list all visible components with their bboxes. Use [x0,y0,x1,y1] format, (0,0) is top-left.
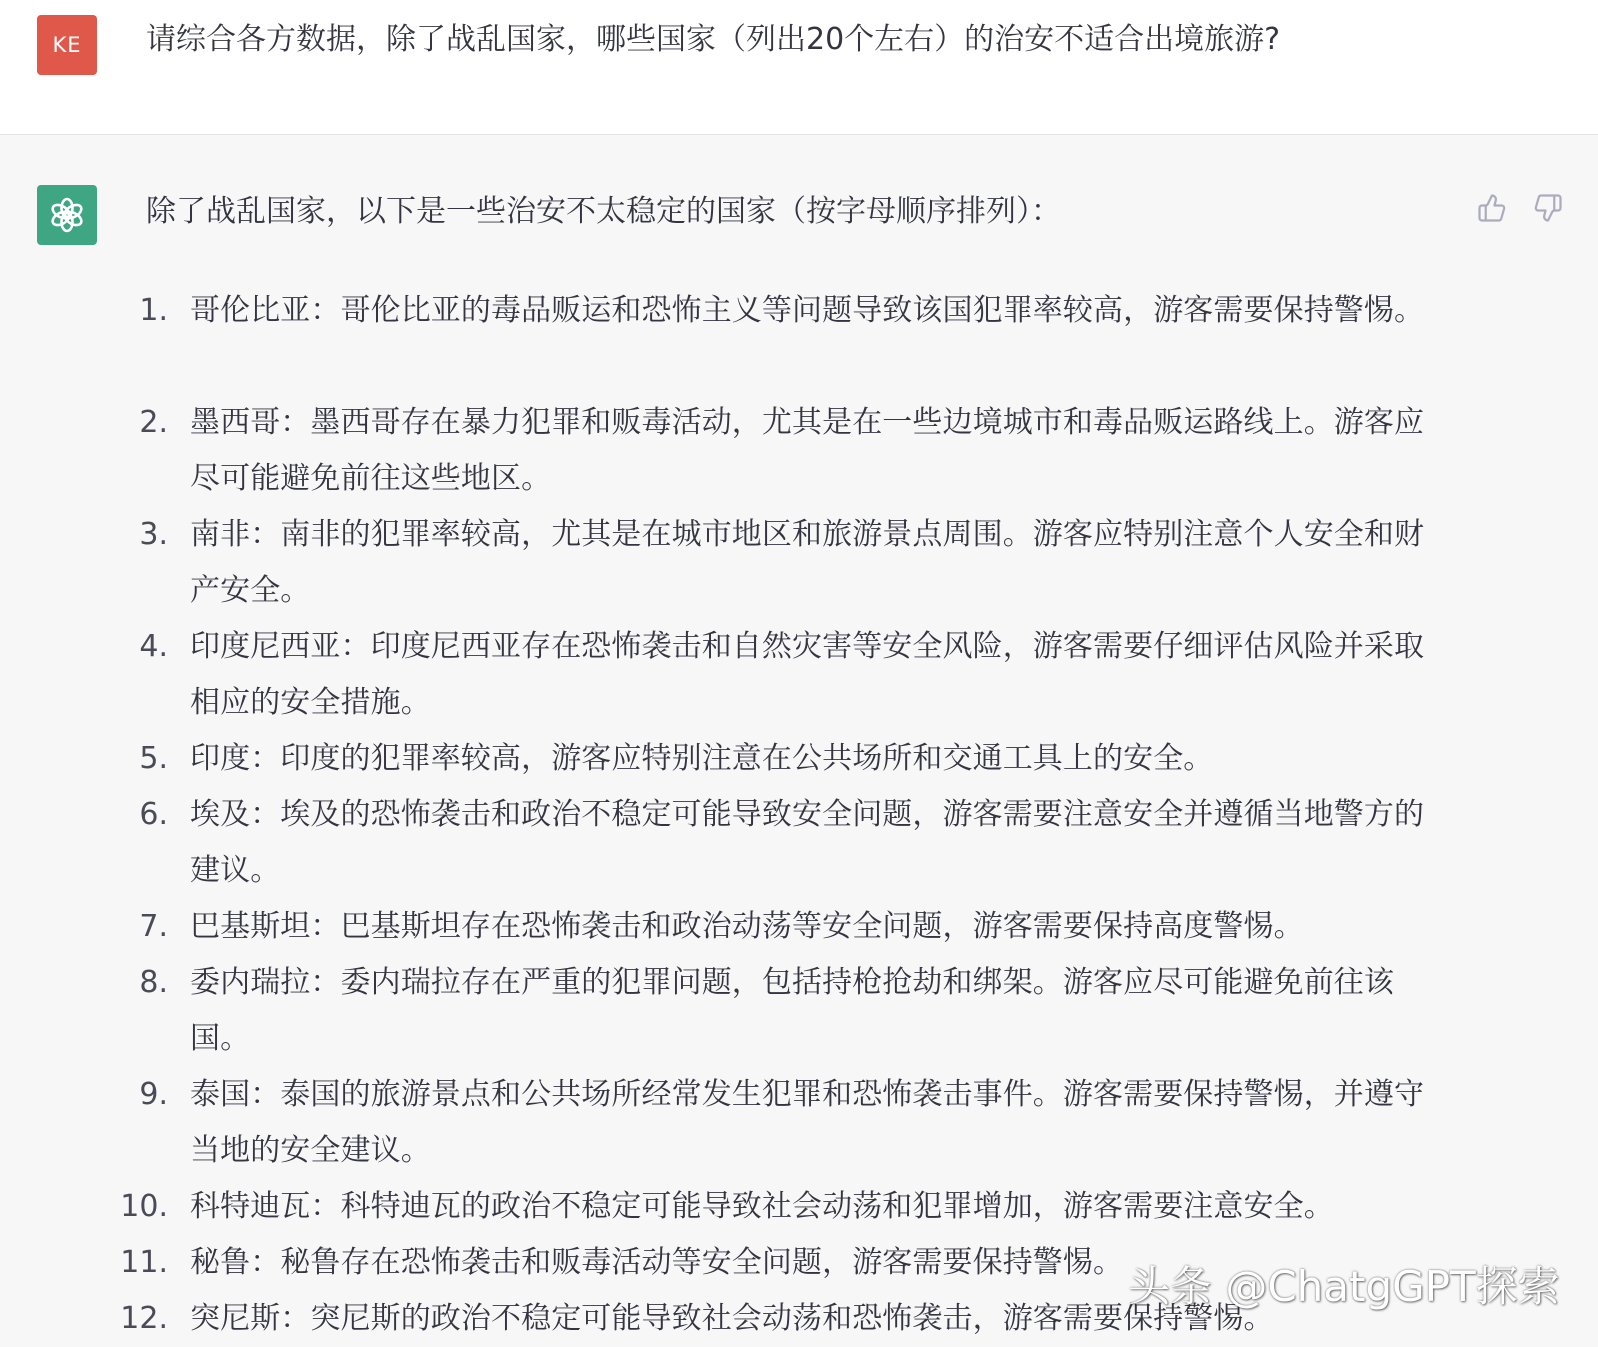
list-item-number: 12. [120,1301,168,1336]
list-item [0,1067,1598,1179]
openai-logo-icon [47,195,87,235]
list-item-number: 5. [139,741,168,776]
watermark-text: 头条 @ChatgGPT探索 [1128,1262,1560,1311]
list-item-text: 印度尼西亚：印度尼西亚存在恐怖袭击和自然灾害等安全风险，游客需要仔细评估风险并采取相应的安全措施。 [190,629,1425,720]
list-item [0,955,1598,1067]
list-item [0,507,1598,619]
user-message-row [0,0,1598,135]
list-item-text: 巴基斯坦：巴基斯坦存在恐怖袭击和政治动荡等安全问题，游客需要保持高度警惕。 [190,909,1304,944]
user-avatar-initials: KE [52,33,82,57]
list-item-number: 7. [139,909,168,944]
list-item-text: 突尼斯：突尼斯的政治不稳定可能导致社会动荡和恐怖袭击，游客需要保持警惕。 [190,1301,1274,1336]
thumbs-up-icon [1477,193,1507,223]
list-item-text: 委内瑞拉：委内瑞拉存在严重的犯罪问题，包括持枪抢劫和绑架。游客应尽可能避免前往该国。 [190,965,1394,1056]
list-item [0,395,1598,507]
user-avatar [37,15,97,75]
thumbs-up-button[interactable] [1474,190,1510,226]
list-item-text: 埃及：埃及的恐怖袭击和政治不稳定可能导致安全问题，游客需要注意安全并遵循当地警方的建议。 [190,797,1425,888]
list-item-text: 秘鲁：秘鲁存在恐怖袭击和贩毒活动等安全问题，游客需要保持警惕。 [190,1245,1124,1280]
assistant-avatar [37,185,97,245]
list-item [0,731,1598,787]
list-item-text: 南非：南非的犯罪率较高，尤其是在城市地区和旅游景点周围。游客应特别注意个人安全和财产安全。 [190,517,1425,608]
thumbs-down-button[interactable] [1530,190,1566,226]
list-item [0,1179,1598,1235]
user-message-text: 请综合各方数据，除了战乱国家，哪些国家（列出20个左右）的治安不适合出境旅游? [146,22,1281,57]
list-item-text: 哥伦比亚：哥伦比亚的毒品贩运和恐怖主义等问题导致该国犯罪率较高，游客需要保持警惕。 [190,293,1425,328]
country-list [0,283,1598,1347]
list-item [0,899,1598,955]
list-item [0,787,1598,899]
list-item-number: 3. [139,517,168,552]
list-item-number: 6. [139,797,168,832]
list-item-text: 科特迪瓦：科特迪瓦的政治不稳定可能导致社会动荡和犯罪增加，游客需要注意安全。 [190,1189,1334,1224]
assistant-intro-text: 除了战乱国家，以下是一些治安不太稳定的国家（按字母顺序排列）： [146,194,1061,229]
list-item-number: 2. [139,405,168,440]
list-item [0,283,1598,395]
thumbs-down-icon [1533,193,1563,223]
list-item-number: 4. [139,629,168,664]
list-item-number: 9. [139,1077,168,1112]
list-item [0,619,1598,731]
list-item-number: 1. [139,293,168,328]
list-item-number: 10. [120,1189,168,1224]
list-item-number: 11. [120,1245,168,1280]
list-item-number: 8. [139,965,168,1000]
list-item-text: 印度：印度的犯罪率较高，游客应特别注意在公共场所和交通工具上的安全。 [190,741,1214,776]
list-item-text: 墨西哥：墨西哥存在暴力犯罪和贩毒活动，尤其是在一些边境城市和毒品贩运路线上。游客应尽可能避免前往这些地区。 [190,405,1425,496]
list-item-text: 泰国：泰国的旅游景点和公共场所经常发生犯罪和恐怖袭击事件。游客需要保持警惕，并遵守当地的安全建议。 [190,1077,1425,1168]
